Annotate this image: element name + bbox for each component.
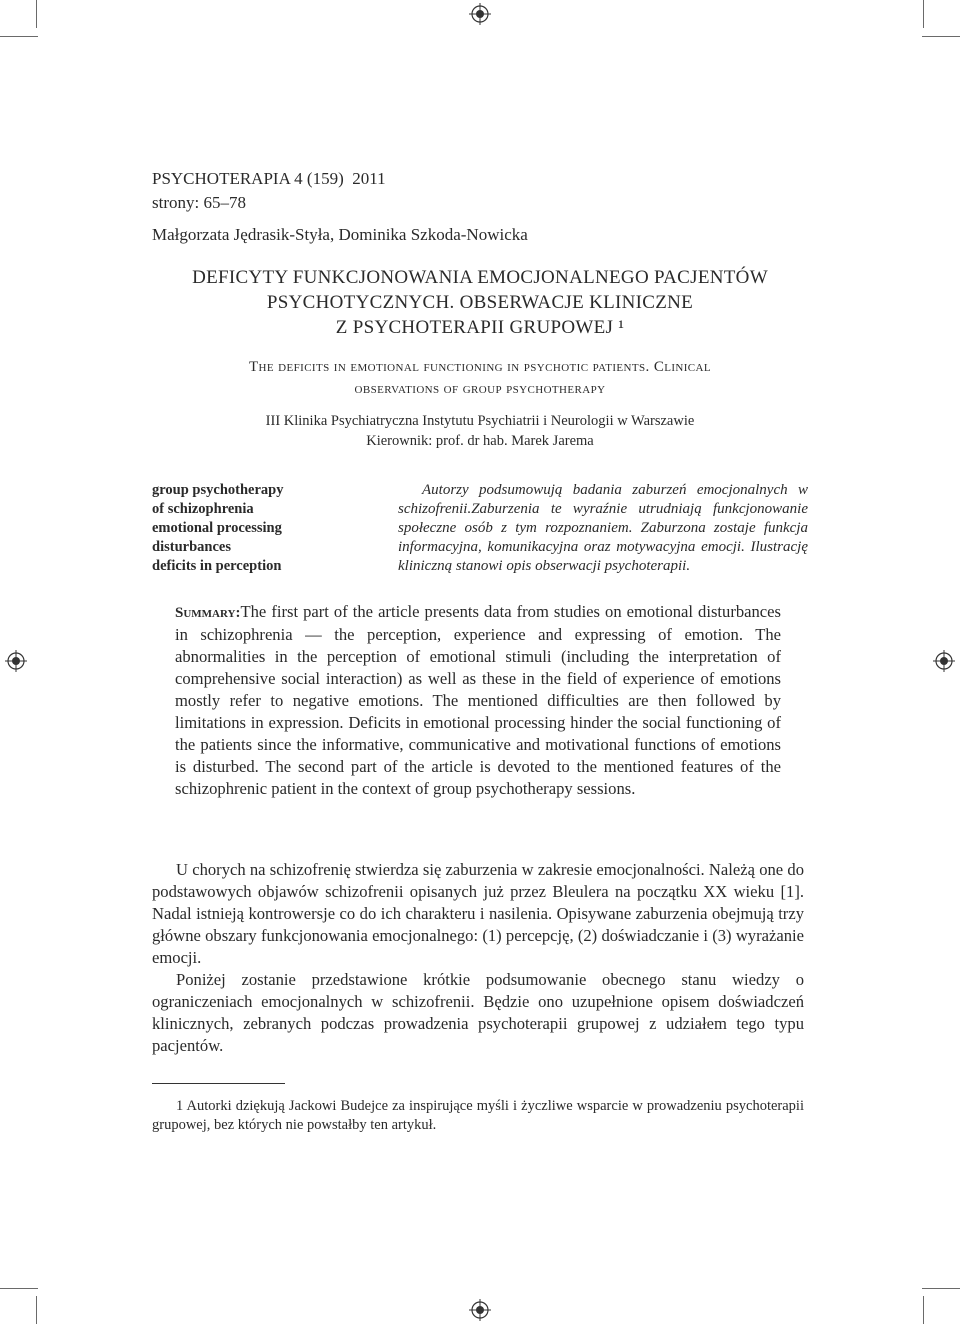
footnote-mark: 1: [176, 1098, 184, 1114]
summary-label: Summary:: [175, 605, 241, 621]
registration-mark-icon: [933, 650, 955, 672]
keyword: emotional processing: [152, 520, 282, 536]
crop-mark-bottom-left: [0, 1288, 38, 1289]
footnote-separator: [152, 1083, 285, 1084]
abstract-pl: Autorzy podsumowują badania zaburzeń emocjonalnych w schizofrenii.Zaburzenia te wyraźnie utrudniają funkcjonowanie społeczne osób z tym rozpoznaniem. Zaburzona zostaje funkcja informacyjna, komunikacyjna oraz motywacyjna emocji. Ilustrację kliniczną stanowi opis obserwacji psychoterapii.: [398, 482, 808, 574]
body-paragraph-1: U chorych na schizofrenię stwierdza się zaburzenia w zakresie emocjonalności. Należą one do podstawowych objawów schizofrenii opisanych już przez Bleulera na początku XX wieku [1]. Nadal istnieją kontrowersje co do ich charakteru i nasilenia. Opisywane zaburzenia obejmują trzy główne obszary funkcjonowania emocjonalnego: (1) percepcję, (2) doświadczanie i (3) wyrażanie emocji.: [152, 860, 804, 967]
body-text: [152, 859, 804, 1057]
article-title-pl: [0, 265, 960, 340]
title-en-line-1: The deficits in emotional functioning in psychotic patients. Clinical: [248, 359, 712, 375]
journal-pages: strony: 65–78: [152, 193, 246, 212]
footnote: [152, 1097, 804, 1135]
institution-head: Kierownik: prof. dr hab. Marek Jarema: [366, 433, 594, 449]
crop-mark-bottom-left-v: [36, 1296, 37, 1324]
keywords-list: [152, 481, 352, 576]
journal-header: [152, 167, 528, 247]
title-pl-line-1: DEFICYTY FUNKCJONOWANIA EMOCJONALNEGO PACJENTÓW: [192, 267, 768, 288]
journal-issue: PSYCHOTERAPIA 4 (159) 2011: [152, 169, 386, 188]
crop-mark-top-right-v: [923, 0, 924, 28]
title-pl-line-2: PSYCHOTYCZNYCH. OBSERWACJE KLINICZNE: [266, 292, 694, 313]
keyword: disturbances: [152, 539, 231, 555]
summary: [175, 601, 781, 800]
registration-mark-icon: [469, 1299, 491, 1321]
authors: Małgorzata Jędrasik-Styła, Dominika Szkoda-Nowicka: [152, 225, 528, 244]
keyword: group psychotherapy: [152, 482, 284, 498]
crop-mark-top-right: [922, 36, 960, 37]
institution: [0, 411, 960, 451]
footnote-text: Autorki dziękują Jackowi Budejce za inspirujące myśli i życzliwe wsparcie w prowadzeniu psychoterapii grupowej, bez których nie powstałby ten artykuł.: [152, 1098, 804, 1133]
summary-text: The first part of the article presents data from studies on emotional disturbances in schizophrenia — the perception, experience and expressing of emotion. The abnormalities in the perception of emotional stimuli (including the interpretation of comprehensive social interaction) as well as these in the field of experience of emotions mostly refer to negative emotions. The mentioned difficulties are then followed by limitations in expression. Deficits in emotional processing hinder the social functioning of the patients since the informative, communicative and motivational functions of emotions is disturbed. The second part of the article is devoted to the mentioned features of the schizophrenic patient in the context of group psychotherapy sessions.: [175, 602, 781, 798]
article-title-en: [0, 356, 960, 400]
institution-name: III Klinika Psychiatryczna Instytutu Psychiatrii i Neurologii w Warszawie: [265, 413, 695, 429]
title-en-line-2: observations of group psychotherapy: [354, 381, 606, 397]
crop-mark-top-left: [0, 36, 38, 37]
crop-mark-top-left-v: [36, 0, 37, 28]
keyword: of schizophrenia: [152, 501, 254, 517]
crop-mark-bottom-right: [922, 1288, 960, 1289]
body-paragraph-2: Poniżej zostanie przedstawione krótkie podsumowanie obecnego stanu wiedzy o ograniczeniach emocjonalnych w schizofrenii. Będzie ono uzupełnione opisem doświadczeń klinicznych, zebranych podczas prowadzenia psychoterapii grupowej z udziałem tego typu pacjentów.: [152, 970, 804, 1055]
keyword: deficits in perception: [152, 558, 282, 574]
title-pl-line-3: Z PSYCHOTERAPII GRUPOWEJ ¹: [335, 317, 625, 338]
registration-mark-icon: [5, 650, 27, 672]
registration-mark-icon: [469, 3, 491, 25]
crop-mark-bottom-right-v: [923, 1296, 924, 1324]
